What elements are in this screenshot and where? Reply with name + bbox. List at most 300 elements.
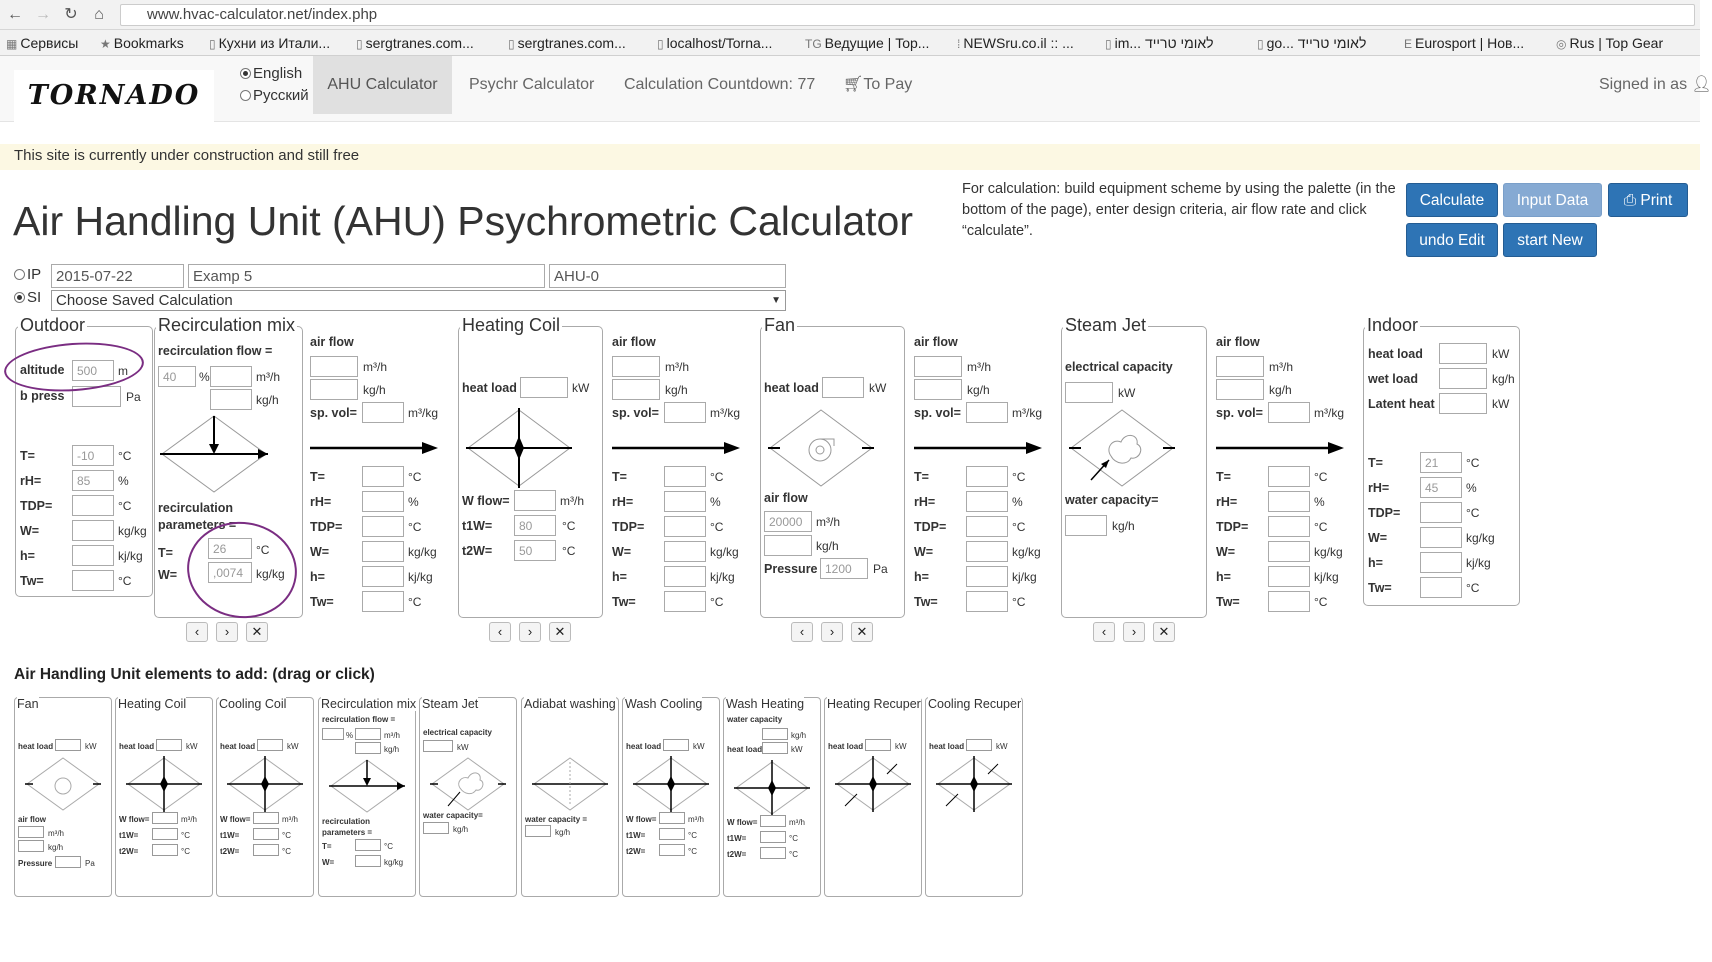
page-icon: ▯ (657, 37, 664, 51)
pressure-label: Pressure (764, 562, 818, 576)
airflow2-h-label: h= (612, 570, 627, 584)
palette-unit: kW (693, 742, 705, 751)
news-icon: ⁞ (957, 37, 961, 51)
palette-field (865, 739, 891, 751)
palette-field (18, 840, 44, 852)
palette-unit: °C (282, 831, 291, 840)
palette-unit: m³/h (282, 815, 298, 824)
palette-unit: m³/h (384, 731, 400, 740)
palette-item[interactable] (419, 697, 517, 897)
m3h-unit: m³/h (967, 360, 991, 374)
palette-unit: kg/h (791, 731, 807, 740)
airflow2-m3h-input[interactable] (612, 356, 660, 377)
palette-air-flow: air flow (18, 815, 47, 824)
airflow3-rh-input[interactable] (966, 491, 1008, 512)
palette-unit: m³/h (48, 829, 64, 838)
bookmark-item[interactable]: ▦ Сервисы (6, 35, 79, 51)
palette-item[interactable] (521, 697, 619, 897)
steam-electrical-capacity-input[interactable] (1065, 382, 1113, 403)
palette-field (760, 847, 786, 859)
degC-unit: °C (1314, 520, 1328, 534)
close-button[interactable]: ✕ (851, 622, 873, 642)
airflow4-rh-input[interactable] (1268, 491, 1310, 512)
airflow1-w-label: W= (310, 545, 330, 559)
outdoor-t-input[interactable] (72, 445, 114, 466)
lang-english-radio[interactable]: English (240, 65, 302, 82)
airflow1-m3h-input[interactable] (310, 356, 358, 377)
kw-unit: kW (1492, 397, 1510, 411)
degC-unit: °C (1314, 470, 1328, 484)
airflow1-tw-label: Tw= (310, 595, 334, 609)
kgh-unit: kg/h (665, 383, 688, 397)
airflow3-t-input[interactable] (966, 466, 1008, 487)
m3kg-unit: m³/kg (1012, 406, 1042, 420)
airflow1-tdp-label: TDP= (310, 520, 343, 534)
reload-icon[interactable]: ↻ (64, 6, 78, 23)
indoor-heat-load-input[interactable] (1439, 343, 1487, 364)
logo[interactable]: TORNADO (14, 70, 214, 122)
palette-field (659, 844, 685, 856)
palette-unit: °C (789, 834, 798, 843)
palette-item[interactable] (622, 697, 720, 897)
palette-field (253, 828, 279, 840)
airflow2-tdp-input[interactable] (664, 516, 706, 537)
b-press-unit: Pa (126, 390, 141, 404)
page-icon: ▯ (356, 37, 363, 51)
project-name-input[interactable] (188, 264, 545, 288)
palette-unit: m³/h (181, 815, 197, 824)
address-bar[interactable]: www.hvac-calculator.net/index.php (120, 4, 1695, 26)
next-button[interactable]: › (1123, 622, 1145, 642)
kgh-unit: kg/h (256, 393, 279, 407)
indoor-tdp-input[interactable] (1420, 502, 1462, 523)
palette-t2w: t2W= (727, 850, 747, 859)
latent-heat-label: Latent heat (1368, 397, 1435, 411)
bookmarks-bar (0, 30, 1700, 56)
page-icon: ▯ (508, 37, 515, 51)
airflow1-tdp-input[interactable] (362, 516, 404, 537)
indoor-tdp-label: TDP= (1368, 506, 1401, 520)
heating-t1w-input[interactable] (514, 515, 556, 536)
bookmark-item[interactable]: ⁞ NEWSru.co.il :: ... (957, 35, 1074, 51)
degc-unit: °C (562, 544, 576, 558)
to-pay-link[interactable]: 🛒︎To Pay (843, 76, 913, 93)
palette-field (760, 831, 786, 843)
palette-field (355, 839, 381, 851)
degC-unit: °C (1466, 506, 1480, 520)
palette-item[interactable] (14, 697, 112, 897)
airflow3-w-label: W= (914, 545, 934, 559)
bookmark-item[interactable]: ▯ Кухни из Итали... (209, 35, 331, 51)
indoor-tw-input[interactable] (1420, 577, 1462, 598)
palette-recirc-params: recirculation parameters = (322, 817, 373, 837)
palette-unit: kW (791, 745, 803, 754)
airflow4-m3h-input[interactable] (1216, 356, 1264, 377)
b-press-label: b press (20, 389, 65, 403)
kgh-unit: kg/h (1112, 519, 1135, 533)
palette-symbol-icon (936, 756, 1014, 812)
bookmark-item[interactable]: ★ Bookmarks (100, 35, 184, 51)
topgear-icon: ◎ (1556, 37, 1567, 51)
kgkg-unit: kg/kg (710, 545, 739, 559)
outdoor-tdp-input[interactable] (72, 495, 114, 516)
kjkg-unit: kj/kg (710, 570, 735, 584)
palette-unit: kg/h (555, 828, 571, 837)
page-icon: ▯ (209, 37, 216, 51)
palette-pressure: Pressure (18, 859, 53, 868)
airflow2-sp-vol-label: sp. vol= (612, 406, 659, 420)
prev-button[interactable]: ‹ (1093, 622, 1115, 642)
palette-item[interactable] (824, 697, 922, 897)
altitude-unit: m (118, 364, 128, 378)
page-title: Air Handling Unit (AHU) Psychrometric Calculator (13, 198, 913, 244)
outdoor-w-input[interactable] (72, 520, 114, 541)
dropdown-arrow-icon: ▼ (771, 295, 781, 306)
steam-water-capacity-input[interactable] (1065, 515, 1107, 536)
airflow4-t-input[interactable] (1268, 466, 1310, 487)
palette-water-capacity: water capacity (727, 715, 783, 724)
kgkg-unit: kg/kg (408, 545, 437, 559)
tab-psychr-calculator[interactable]: Psychr Calculator (469, 76, 595, 93)
apps-icon: ▦ (6, 37, 18, 51)
app-navbar (0, 56, 1712, 122)
kw-unit: kW (1492, 347, 1510, 361)
m3h-unit: m³/h (816, 515, 840, 529)
user-icon: 👤︎ (1691, 76, 1712, 93)
start-new-button[interactable]: start New (1503, 223, 1597, 257)
airflow3-t-label: T= (914, 470, 929, 484)
palette-item-title: Cooling Recuper (928, 697, 1022, 711)
palette-symbol-icon (835, 756, 913, 812)
airflow3-sp-vol-input[interactable] (966, 402, 1008, 423)
palette-unit: kW (85, 742, 97, 751)
saved-calculation-select[interactable]: Choose Saved Calculation ▼ (51, 290, 786, 311)
flow-arrow-icon (914, 440, 1044, 456)
palette-unit: kg/h (384, 745, 400, 754)
airflow4-tw-input[interactable] (1268, 591, 1310, 612)
airflow1-rh-label: rH= (310, 495, 332, 509)
degC-unit: °C (408, 470, 422, 484)
degC-unit: °C (1466, 456, 1480, 470)
palette-symbol-icon (734, 760, 812, 816)
instructions-text: For calculation: build equipment scheme by using the palette (in the bottom of the page), enter design criteria, air flow rate and click “calculate”. (962, 181, 1396, 239)
indoor-t-input[interactable] (1420, 452, 1462, 473)
indoor-wet-load-input[interactable] (1439, 368, 1487, 389)
airflow2-rh-input[interactable] (664, 491, 706, 512)
heat-load-label: heat load (764, 381, 819, 395)
flow-arrow-icon (310, 440, 440, 456)
palette-field (355, 728, 381, 740)
steam-jet-icon (1069, 408, 1175, 488)
palette-recirc-flow: recirculation flow = (322, 715, 396, 724)
palette-W: W= (322, 858, 335, 867)
recirc-flow-label: recirculation flow = (158, 344, 273, 358)
recirc-flow-kgh-input[interactable] (210, 389, 252, 410)
close-button[interactable]: ✕ (549, 622, 571, 642)
airflow4-h-label: h= (1216, 570, 1231, 584)
palette-symbol-icon (532, 756, 610, 812)
palette-field (760, 815, 786, 827)
next-button[interactable]: › (821, 622, 843, 642)
airflow2-t-label: T= (612, 470, 627, 484)
w-flow-label: W flow= (462, 494, 510, 508)
heating-coil-title: Heating Coil (462, 315, 561, 335)
units-ip-radio[interactable]: IP (14, 266, 41, 283)
bookmark-item[interactable]: ▯ sergtranes.com... (508, 35, 626, 51)
palette-unit: kW (895, 742, 907, 751)
pct-unit: % (1314, 495, 1325, 509)
m3h-unit: m³/h (363, 360, 387, 374)
palette-unit: °C (181, 831, 190, 840)
airflow4-title: air flow (1216, 335, 1260, 349)
radio-icon (14, 292, 25, 303)
airflow3-tw-input[interactable] (966, 591, 1008, 612)
palette-item[interactable] (318, 697, 416, 897)
degC-unit: °C (710, 470, 724, 484)
degC-unit: °C (710, 595, 724, 609)
prev-button[interactable]: ‹ (186, 622, 208, 642)
palette-unit: % (346, 731, 354, 740)
heating-coil-icon (466, 408, 572, 488)
airflow2-kgh-input[interactable] (612, 379, 660, 400)
airflow4-sp-vol-label: sp. vol= (1216, 406, 1263, 420)
indoor-heat-load-label: heat load (1368, 347, 1423, 361)
pa-unit: Pa (873, 562, 888, 576)
fan-air-flow-m3h-input[interactable] (764, 511, 812, 532)
airflow3-tdp-label: TDP= (914, 520, 947, 534)
bookmark-item[interactable]: ▯ sergtranes.com... (356, 35, 474, 51)
palette-unit: °C (688, 847, 697, 856)
next-button[interactable]: › (216, 622, 238, 642)
m3h-unit: m³/h (1269, 360, 1293, 374)
palette-field (525, 825, 551, 837)
ahu-name-input[interactable] (549, 264, 786, 288)
date-input[interactable] (51, 264, 184, 288)
palette-field (152, 844, 178, 856)
airflow3-tdp-input[interactable] (966, 516, 1008, 537)
calculation-countdown[interactable]: Calculation Countdown: 77 (624, 76, 816, 93)
palette-item-title: Wash Cooling (625, 697, 703, 711)
heating-w-flow-input[interactable] (514, 490, 556, 511)
airflow4-kgh-input[interactable] (1216, 379, 1264, 400)
palette-unit: m³/h (789, 818, 805, 827)
palette-t2w: t2W= (626, 847, 646, 856)
airflow4-w-input[interactable] (1268, 541, 1310, 562)
palette-unit: °C (384, 842, 393, 851)
outdoor-tw-input[interactable] (72, 570, 114, 591)
airflow1-rh-input[interactable] (362, 491, 404, 512)
airflow1-sp-vol-label: sp. vol= (310, 406, 357, 420)
signed-in-label[interactable]: Signed in as 👤︎ (1599, 76, 1712, 93)
palette-unit: kW (186, 742, 198, 751)
prev-button[interactable]: ‹ (489, 622, 511, 642)
indoor-rh-input[interactable] (1420, 477, 1462, 498)
airflow4-h-input[interactable] (1268, 566, 1310, 587)
print-button[interactable]: ⎙ Print (1608, 183, 1688, 217)
palette-symbol-icon (430, 756, 508, 812)
palette-field (966, 739, 992, 751)
outdoor-h-input[interactable] (72, 545, 114, 566)
input-data-button[interactable]: Input Data (1503, 183, 1602, 217)
back-icon[interactable]: ← (7, 6, 23, 23)
indoor-latent-heat-input[interactable] (1439, 393, 1487, 414)
recirc-flow-m3h-input[interactable] (210, 366, 252, 387)
outdoor-tdp-label: TDP= (20, 499, 53, 513)
fan-pressure-input[interactable] (820, 558, 868, 579)
bookmark-item[interactable]: ▯ localhost/Torna... (657, 35, 773, 51)
flow-arrow-icon (1216, 440, 1346, 456)
palette-item-title: Heating Recuper (827, 697, 921, 711)
outdoor-tw-label: Tw= (20, 574, 44, 588)
airflow2-tw-input[interactable] (664, 591, 706, 612)
airflow1-title: air flow (310, 335, 354, 349)
tg-icon: TG (805, 37, 822, 51)
close-button[interactable]: ✕ (246, 622, 268, 642)
pct-unit: % (710, 495, 721, 509)
palette-item[interactable] (925, 697, 1023, 897)
fan-heat-load-input[interactable] (822, 377, 864, 398)
palette-item-title: Wash Heating (726, 697, 805, 711)
eurosport-icon: E (1404, 37, 1413, 51)
bookmark-item[interactable]: ◎ Rus | Top Gear (1556, 35, 1664, 51)
water-capacity-label: water capacity= (1065, 493, 1159, 507)
t2w-label: t2W= (462, 544, 493, 558)
airflow3-kgh-input[interactable] (914, 379, 962, 400)
indoor-w-label: W= (1368, 531, 1388, 545)
airflow4-sp-vol-input[interactable] (1268, 402, 1310, 423)
browser-toolbar (0, 0, 1700, 30)
t1w-label: t1W= (462, 519, 493, 533)
kgkg-unit: kg/kg (256, 567, 285, 581)
printer-icon: ⎙ (1623, 192, 1641, 209)
bookmark-item[interactable]: E Eurosport | Нов... (1404, 35, 1525, 51)
palette-item[interactable] (723, 697, 821, 897)
airflow3-w-input[interactable] (966, 541, 1008, 562)
indoor-rh-label: rH= (1368, 481, 1390, 495)
prev-button[interactable]: ‹ (791, 622, 813, 642)
page-icon: ▯ (1257, 37, 1264, 51)
airflow3-h-input[interactable] (966, 566, 1008, 587)
bookmark-item[interactable]: TG Ведущие | Top... (805, 35, 930, 51)
degC-unit: °C (1012, 595, 1026, 609)
indoor-tw-label: Tw= (1368, 581, 1392, 595)
kgh-unit: kg/h (1492, 372, 1515, 386)
palette-item[interactable] (216, 697, 314, 897)
close-button[interactable]: ✕ (1153, 622, 1175, 642)
calculate-button[interactable]: Calculate (1406, 183, 1498, 217)
degC-unit: °C (1012, 520, 1026, 534)
bookmark-item[interactable]: ▯ im... לאומי טרייד (1105, 35, 1214, 51)
degC-unit: °C (408, 520, 422, 534)
palette-heat-load: heat load (929, 742, 965, 751)
airflow1-w-input[interactable] (362, 541, 404, 562)
airflow2-rh-label: rH= (612, 495, 634, 509)
lang-russian-radio[interactable]: Русский (240, 87, 309, 104)
palette-symbol-icon (126, 756, 204, 812)
recirc-flow-pct-input[interactable] (158, 366, 196, 387)
next-button[interactable]: › (519, 622, 541, 642)
construction-banner: This site is currently under construction and still free (0, 144, 1700, 170)
heating-heat-load-input[interactable] (520, 377, 568, 398)
palette-electrical-capacity: electrical capacity (423, 728, 492, 737)
wet-load-label: wet load (1368, 372, 1419, 386)
airflow2-t-input[interactable] (664, 466, 706, 487)
airflow1-tw-input[interactable] (362, 591, 404, 612)
palette-unit: °C (789, 850, 798, 859)
airflow1-sp-vol-input[interactable] (362, 402, 404, 423)
airflow2-title: air flow (612, 335, 656, 349)
fan-air-flow-kgh-input[interactable] (764, 535, 812, 556)
kgh-unit: kg/h (363, 383, 386, 397)
recirc-params-label: recirculation parameters = (158, 501, 237, 532)
pct-unit: % (408, 495, 419, 509)
airflow1-t-input[interactable] (362, 466, 404, 487)
home-icon[interactable]: ⌂ (94, 6, 104, 23)
palette-t2w: t2W= (220, 847, 240, 856)
pct-unit: % (1012, 495, 1023, 509)
undo-edit-button[interactable]: undo Edit (1406, 223, 1498, 257)
indoor-h-input[interactable] (1420, 552, 1462, 573)
palette-field (257, 739, 283, 751)
forward-icon[interactable]: → (35, 6, 51, 23)
airflow1-h-input[interactable] (362, 566, 404, 587)
airflow2-sp-vol-input[interactable] (664, 402, 706, 423)
palette-field (423, 740, 453, 752)
airflow2-h-input[interactable] (664, 566, 706, 587)
kjkg-unit: kj/kg (408, 570, 433, 584)
recirc-W-label: W= (158, 568, 178, 582)
kjkg-unit: kj/kg (1314, 570, 1339, 584)
airflow4-tdp-label: TDP= (1216, 520, 1249, 534)
fan-title: Fan (764, 315, 796, 335)
palette-field (152, 828, 178, 840)
airflow3-m3h-input[interactable] (914, 356, 962, 377)
radio-icon (14, 269, 25, 280)
airflow2-w-input[interactable] (664, 541, 706, 562)
palette-unit: m³/h (688, 815, 704, 824)
palette-field (659, 812, 685, 824)
kjkg-unit: kj/kg (1012, 570, 1037, 584)
airflow4-tdp-input[interactable] (1268, 516, 1310, 537)
palette-unit: kW (287, 742, 299, 751)
palette-field (659, 828, 685, 840)
airflow1-h-label: h= (310, 570, 325, 584)
palette-item-title: Recirculation mix (321, 697, 417, 711)
bookmark-item[interactable]: ▯ go... לאומי טרייד (1257, 35, 1367, 51)
indoor-w-input[interactable] (1420, 527, 1462, 548)
outdoor-rh-input[interactable] (72, 470, 114, 491)
airflow4-t-label: T= (1216, 470, 1231, 484)
units-si-radio[interactable]: SI (14, 289, 41, 306)
page-icon: ▯ (1105, 37, 1112, 51)
palette-water-capacity: water capacity= (423, 811, 483, 820)
indoor-t-label: T= (1368, 456, 1383, 470)
airflow4-rh-label: rH= (1216, 495, 1238, 509)
palette-item[interactable] (115, 697, 213, 897)
degC-unit: °C (1466, 581, 1480, 595)
cart-icon: 🛒︎ (843, 76, 864, 93)
airflow4-tw-label: Tw= (1216, 595, 1240, 609)
palette-field (253, 844, 279, 856)
airflow3-tw-label: Tw= (914, 595, 938, 609)
airflow1-kgh-input[interactable] (310, 379, 358, 400)
palette-w-flow: W flow= (626, 815, 657, 824)
palette-heat-load: heat load (220, 742, 256, 751)
palette-item-title: Heating Coil (118, 697, 187, 711)
kgkg-unit: kg/kg (1314, 545, 1343, 559)
heating-t2w-input[interactable] (514, 540, 556, 561)
tab-ahu-calculator[interactable]: AHU Calculator (313, 56, 452, 114)
